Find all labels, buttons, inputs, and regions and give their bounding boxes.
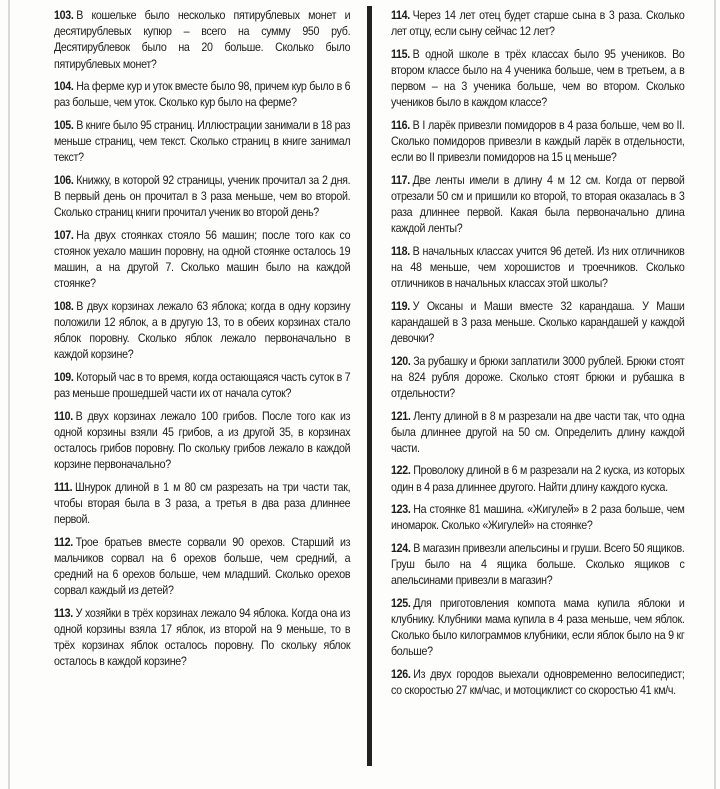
problem-number: 112.: [54, 535, 73, 549]
problem-number: 105.: [54, 118, 74, 132]
problem-text: Шнурок длиной в 1 м 80 см разрезать на три части так, чтобы вторая была в 3 раза, а третья в два раза длиннее первой.: [54, 480, 351, 527]
problem-126: [391, 667, 684, 699]
problem-number: 103.: [54, 9, 74, 22]
problem-109: [54, 370, 350, 402]
problem-121: [391, 409, 684, 458]
problem-number: 125.: [391, 596, 411, 610]
page-edge-right: [714, 0, 716, 789]
problem-110: [54, 409, 350, 474]
problem-117: [391, 173, 684, 238]
problem-number: 120.: [391, 354, 411, 368]
problem-116: [391, 118, 684, 167]
problem-text: Книжку, в которой 92 страницы, ученик прочитал за 2 дня. В первый день он прочитал в 3 раза меньше, чем во второй. Сколько страниц книги прочитал ученик во второй день?: [54, 173, 351, 220]
problem-text: В одной школе в трёх классах было 95 учеников. Во втором классе было на 4 ученика больше, чем в третьем, а в первом – на 3 ученика больше, чем во втором. Сколько учеников было в каждом классе?: [391, 47, 685, 110]
page-edge-left: [8, 0, 10, 789]
problem-text: Проволоку длиной в 6 м разрезали на 2 куска, из которых один в 4 раза длиннее другого. Найти длину каждого куска.: [391, 464, 685, 494]
problem-text: В двух корзинах лежало 100 грибов. После того как из одной корзины взяли 45 грибов, а из другой 35, в корзинах осталось грибов поровну. По скольку грибов лежало в каждой корзине первоначально?: [54, 409, 351, 472]
problem-text: Две ленты имели в длину 4 м 12 см. Когда от первой отрезали 50 см и пришили ко второй, то вторая оказалась в 3 раза длиннее первой. Какая была первоначально длина каждой ленты?: [391, 173, 685, 236]
problem-number: 108.: [54, 299, 74, 313]
problem-115: [391, 47, 684, 112]
problem-text: В кошельке было несколько пятирублевых монет и десятирублевых купюр – всего на сумму 950 руб. Десятирублевок было на 20 больше. Сколько было пятирублевых монет?: [54, 9, 351, 71]
problem-text: В начальных классах учится 96 детей. Из них отличников на 48 меньше, чем хорошистов и троечников. Сколько отличников в начальных классах этой школы?: [391, 244, 685, 291]
problem-number: 124.: [391, 541, 411, 555]
problem-number: 110.: [54, 409, 73, 423]
problem-text: На стоянке 81 машина. «Жигулей» в 2 раза больше, чем иномарок. Сколько «Жигулей» на стоянке?: [391, 503, 685, 533]
problem-text: В книге было 95 страниц. Иллюстрации занимали в 18 раз меньше страниц, чем текст. Сколько страниц в книге занимал текст?: [54, 118, 351, 165]
problem-text: За рубашку и брюки заплатили 3000 рублей. Брюки стоят на 824 рубля дороже. Сколько стоят брюки и рубашка в отдельности?: [391, 354, 685, 401]
problem-106: [54, 173, 350, 222]
problem-text: У Оксаны и Маши вместе 32 карандаша. У Маши карандашей в 3 раза меньше. Сколько карандашей у каждой девочки?: [391, 299, 685, 346]
problem-text: В двух корзинах лежало 63 яблока; когда в одну корзину положили 12 яблок, а в другую 13, то в обеих корзинах стало яблок поровну. Сколько яблок лежало первоначально в каждой корзине?: [54, 299, 351, 362]
problem-112: [54, 535, 350, 600]
problem-105: [54, 118, 350, 167]
problem-120: [391, 354, 684, 403]
problem-number: 115.: [391, 47, 410, 61]
problem-125: [391, 596, 684, 661]
problem-text: Для приготовления компота мама купила яблоки и клубнику. Клубники мама купила в 4 раза меньше, чем яблок. Сколько было килограммов клубники, если яблок было на 9 кг больше?: [391, 596, 685, 659]
problem-number: 118.: [391, 244, 410, 258]
problem-number: 126.: [391, 667, 411, 681]
problem-number: 109.: [54, 370, 74, 384]
problem-118: [391, 244, 684, 293]
problem-number: 107.: [54, 228, 74, 242]
problem-text: Из двух городов выехали одновременно велосипедист; со скоростью 27 км/час, и мотоциклист со скоростью 41 км/ч.: [391, 667, 685, 698]
problem-text: На ферме кур и уток вместе было 98, причем кур было в 6 раз больше, чем уток. Сколько кур было на ферме?: [54, 80, 351, 110]
problem-104: [54, 79, 350, 111]
problem-107: [54, 228, 350, 293]
problem-108: [54, 299, 350, 364]
problem-number: 113.: [54, 606, 73, 620]
problem-119: [391, 299, 684, 348]
column-divider: [367, 6, 372, 766]
problem-number: 119.: [391, 299, 410, 313]
problem-number: 114.: [391, 9, 410, 22]
problem-111: [54, 480, 350, 529]
problem-number: 116.: [391, 118, 410, 132]
problem-number: 106.: [54, 173, 74, 187]
problem-text: Ленту длиной в 8 м разрезали на две части так, что одна была длиннее другой на 50 см. Определить длину каждой части.: [391, 409, 685, 455]
problem-124: [391, 541, 684, 590]
left-column: [54, 8, 350, 677]
problem-number: 122.: [391, 464, 411, 478]
problem-number: 121.: [391, 409, 411, 423]
problem-103: [54, 8, 350, 73]
problem-text: На двух стоянках стояло 56 машин; после того как со стоянок уехало машин поровну, на одной стоянке осталось 19 машин, а на другой 7. Сколько машин было на каждой стоянке?: [54, 228, 351, 291]
problem-text: Который час в то время, когда остающаяся часть суток в 7 раз меньше прошедшей части их от начала суток?: [54, 370, 351, 401]
problem-113: [54, 606, 350, 671]
right-column: [391, 8, 684, 706]
problem-text: У хозяйки в трёх корзинах лежало 94 яблока. Когда она из одной корзины взяла 17 яблок, из второй на 9 меньше, то в трёх корзинах яблок осталось поровну. По скольку яблок осталось в каждой корзине?: [54, 606, 351, 669]
problem-114: [391, 8, 684, 40]
problem-text: Трое братьев вместе сорвали 90 орехов. Старший из мальчиков сорвал на 6 орехов больше, чем средний, а средний на 6 орехов больше, чем младший. Сколько орехов сорвал каждый из детей?: [54, 535, 351, 598]
problem-text: В магазин привезли апельсины и груши. Всего 50 ящиков. Груш было на 4 ящика больше. Сколько ящиков с апельсинами привезли в магазин?: [391, 541, 685, 588]
problem-123: [391, 502, 684, 534]
problem-number: 123.: [391, 503, 411, 517]
problem-text: В I ларёк привезли помидоров в 4 раза больше, чем во II. Сколько помидоров привезли в каждый ларёк в отдельности, если во II привезли помидоров на 15 ц меньше?: [391, 118, 685, 165]
problem-text: Через 14 лет отец будет старше сына в 3 раза. Сколько лет отцу, если сыну сейчас 12 лет?: [391, 9, 685, 39]
problem-number: 111.: [54, 480, 73, 494]
problem-number: 104.: [54, 80, 74, 94]
problem-number: 117.: [391, 173, 410, 187]
problem-122: [391, 463, 684, 495]
